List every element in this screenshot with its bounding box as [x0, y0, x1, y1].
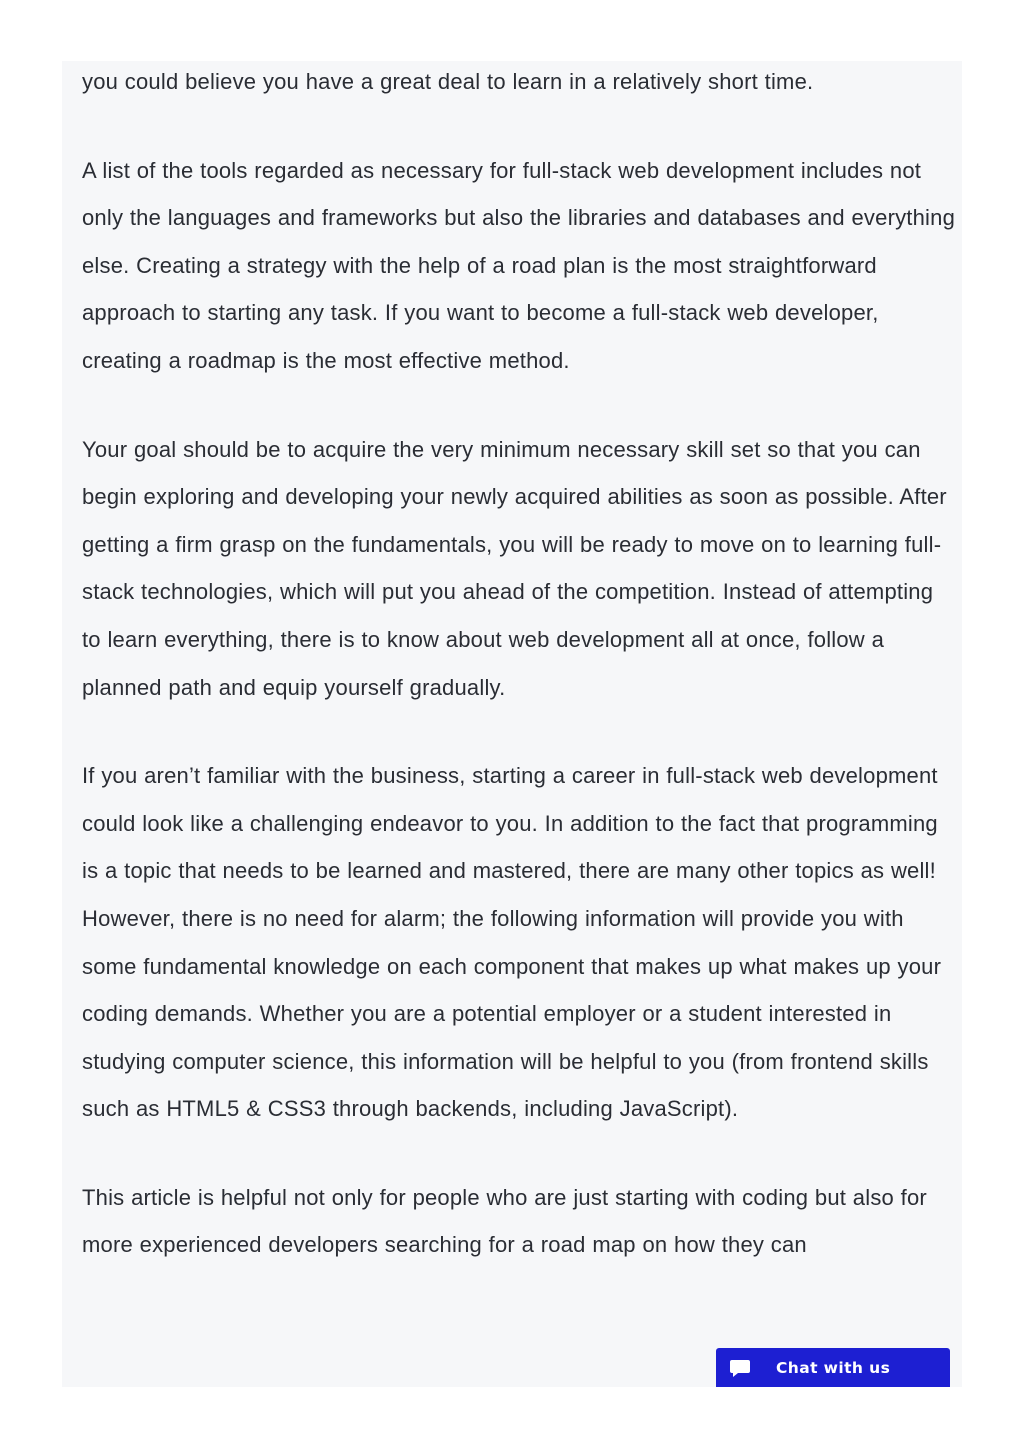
article-paragraph: This article is helpful not only for people who are just starting with coding but also for more experienced developers searching for a road map on how they can: [82, 1184, 927, 1258]
article-paragraph: Your goal should be to acquire the very minimum necessary skill set so that you can begin exploring and developing your newly acquired abilities as soon as possible. After getting a firm grasp on the fundamentals, you will be ready to move on to learning full-stack technologies, which will put you ahead of the competition. Instead of attempting to learn everything, there is to know about web development all at once, follow a planned path and equip yourself gradually.: [82, 436, 947, 700]
chat-with-us-button[interactable]: [716, 1348, 950, 1387]
article-body: [82, 61, 958, 1310]
chat-bubble-icon: [729, 1357, 751, 1379]
article-panel: [62, 61, 962, 1387]
article-paragraph: If you aren’t familiar with the business, starting a career in full-stack web development could look like a challenging endeavor to you. In addition to the fact that programming is a topic that needs to be learned and mastered, there are many other topics as well! However, there is no need for alarm; the following information will provide you with some fundamental knowledge on each component that makes up what makes up your coding demands. Whether you are a potential employer or a student interested in studying computer science, this information will be helpful to you (from frontend skills such as HTML5 & CSS3 through backends, including JavaScript).: [82, 763, 942, 1122]
article-paragraph: A list of the tools regarded as necessary for full-stack web development includes not only the languages and frameworks but also the libraries and databases and everything else. Creating a strategy with the help of a road plan is the most straightforward approach to starting any task. If you want to become a full-stack web developer, creating a roadmap is the most effective method.: [82, 157, 955, 373]
article-paragraph: you could believe you have a great deal to learn in a relatively short time.: [82, 69, 814, 94]
chat-label: Chat with us: [776, 1358, 891, 1377]
